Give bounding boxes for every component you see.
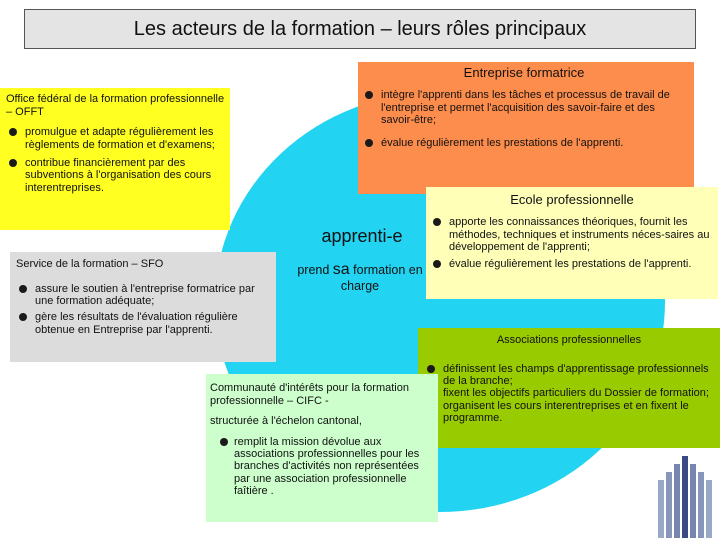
apprenti-label: apprenti-e	[321, 226, 403, 246]
entreprise-box	[358, 62, 694, 194]
associations-list	[424, 363, 714, 425]
sfo-item	[16, 283, 270, 308]
offt-item-text: promulgue et adapte régulièrement les règlements de formation et d'examens;	[25, 126, 215, 151]
associations-title: Associations professionnelles	[496, 334, 642, 346]
sfo-item-text: assure le soutien à l'entreprise formatrice par une formation adéquate;	[35, 282, 255, 307]
ecole-title: Ecole professionnelle	[510, 192, 634, 207]
ecole-item-text: apporte les connaissances théoriques, fournit les méthodes, techniques et instruments néces-saires au développement de l'apprenti;	[449, 216, 710, 254]
sfo-item	[16, 311, 270, 336]
bullet-icon	[9, 128, 17, 136]
offt-item	[6, 126, 226, 151]
ecole-item	[430, 216, 714, 253]
offt-item	[6, 157, 226, 194]
ecole-item-text: évalue régulièrement les prestations de l'apprenti.	[449, 257, 692, 270]
bullet-icon	[433, 260, 441, 268]
entreprise-item-text: intègre l'apprenti dans les tâches et processus de travail de l'entreprise et permet l'acquisition des savoir-faire et des savoir-être;	[381, 89, 670, 127]
sfo-item-text: gère les résultats de l'évaluation régulière obtenue en Entreprise par l'apprenti.	[35, 311, 238, 336]
bullet-icon	[19, 285, 27, 293]
entreprise-item	[362, 137, 686, 149]
bullet-icon	[433, 218, 441, 226]
entreprise-item	[362, 89, 686, 126]
cifc-item	[210, 436, 434, 498]
associations-item	[424, 400, 714, 425]
bullet-icon	[220, 438, 228, 446]
cifc-title: Communauté d'intérêts pour la formation professionnelle – CIFC -	[210, 382, 409, 407]
cifc-item-text: remplit la mission dévolue aux associations professionnelles pour les branches d'activités non représentées par une association professionnelle faîtière .	[234, 435, 420, 498]
entreprise-item-text: évalue régulièrement les prestations de l'apprenti.	[381, 136, 624, 149]
entreprise-list	[362, 89, 686, 149]
sfo-list	[16, 283, 270, 337]
columns-icon	[656, 450, 720, 540]
offt-item-text: contribue financièrement par des subventions à l'organisation des cours interentreprises.	[25, 157, 212, 194]
sfo-box	[10, 252, 276, 362]
apprenti-subtitle-big: sa	[332, 261, 350, 278]
associations-box	[418, 328, 720, 448]
associations-item	[424, 363, 714, 388]
cifc-list	[210, 436, 434, 498]
bullet-icon	[9, 159, 17, 167]
apprenti-subtitle	[276, 262, 444, 294]
page-title	[24, 9, 696, 49]
cifc-box	[206, 374, 438, 522]
apprenti-subtitle-post: formation en	[349, 263, 423, 277]
bullet-icon	[427, 365, 435, 373]
associations-item-text: organisent les cours interentreprises et en fixent le programme.	[443, 399, 689, 425]
bullet-icon	[19, 313, 27, 321]
apprenti-subtitle-pre: prend	[297, 263, 333, 277]
cifc-subtitle: structurée à l'échelon cantonal,	[210, 415, 362, 428]
ecole-list	[430, 216, 714, 270]
offt-list	[6, 126, 226, 194]
apprenti-subtitle-line2: charge	[340, 279, 380, 293]
entreprise-title: Entreprise formatrice	[463, 65, 585, 80]
bullet-icon	[365, 139, 373, 147]
bullet-icon	[365, 91, 373, 99]
associations-item-text: définissent les champs d'apprentissage professionnels de la branche;	[443, 362, 709, 387]
page-title-text: Les acteurs de la formation – leurs rôles principaux	[133, 17, 587, 40]
sfo-title: Service de la formation – SFO	[16, 258, 164, 270]
associations-item-text: fixent les objectifs particuliers du Dossier de formation;	[443, 387, 709, 400]
ecole-box	[426, 187, 718, 299]
ecole-item	[430, 258, 714, 270]
offt-title: Office fédéral de la formation professionnelle – OFFT	[6, 93, 225, 118]
offt-box	[0, 88, 230, 230]
associations-item	[424, 387, 714, 399]
